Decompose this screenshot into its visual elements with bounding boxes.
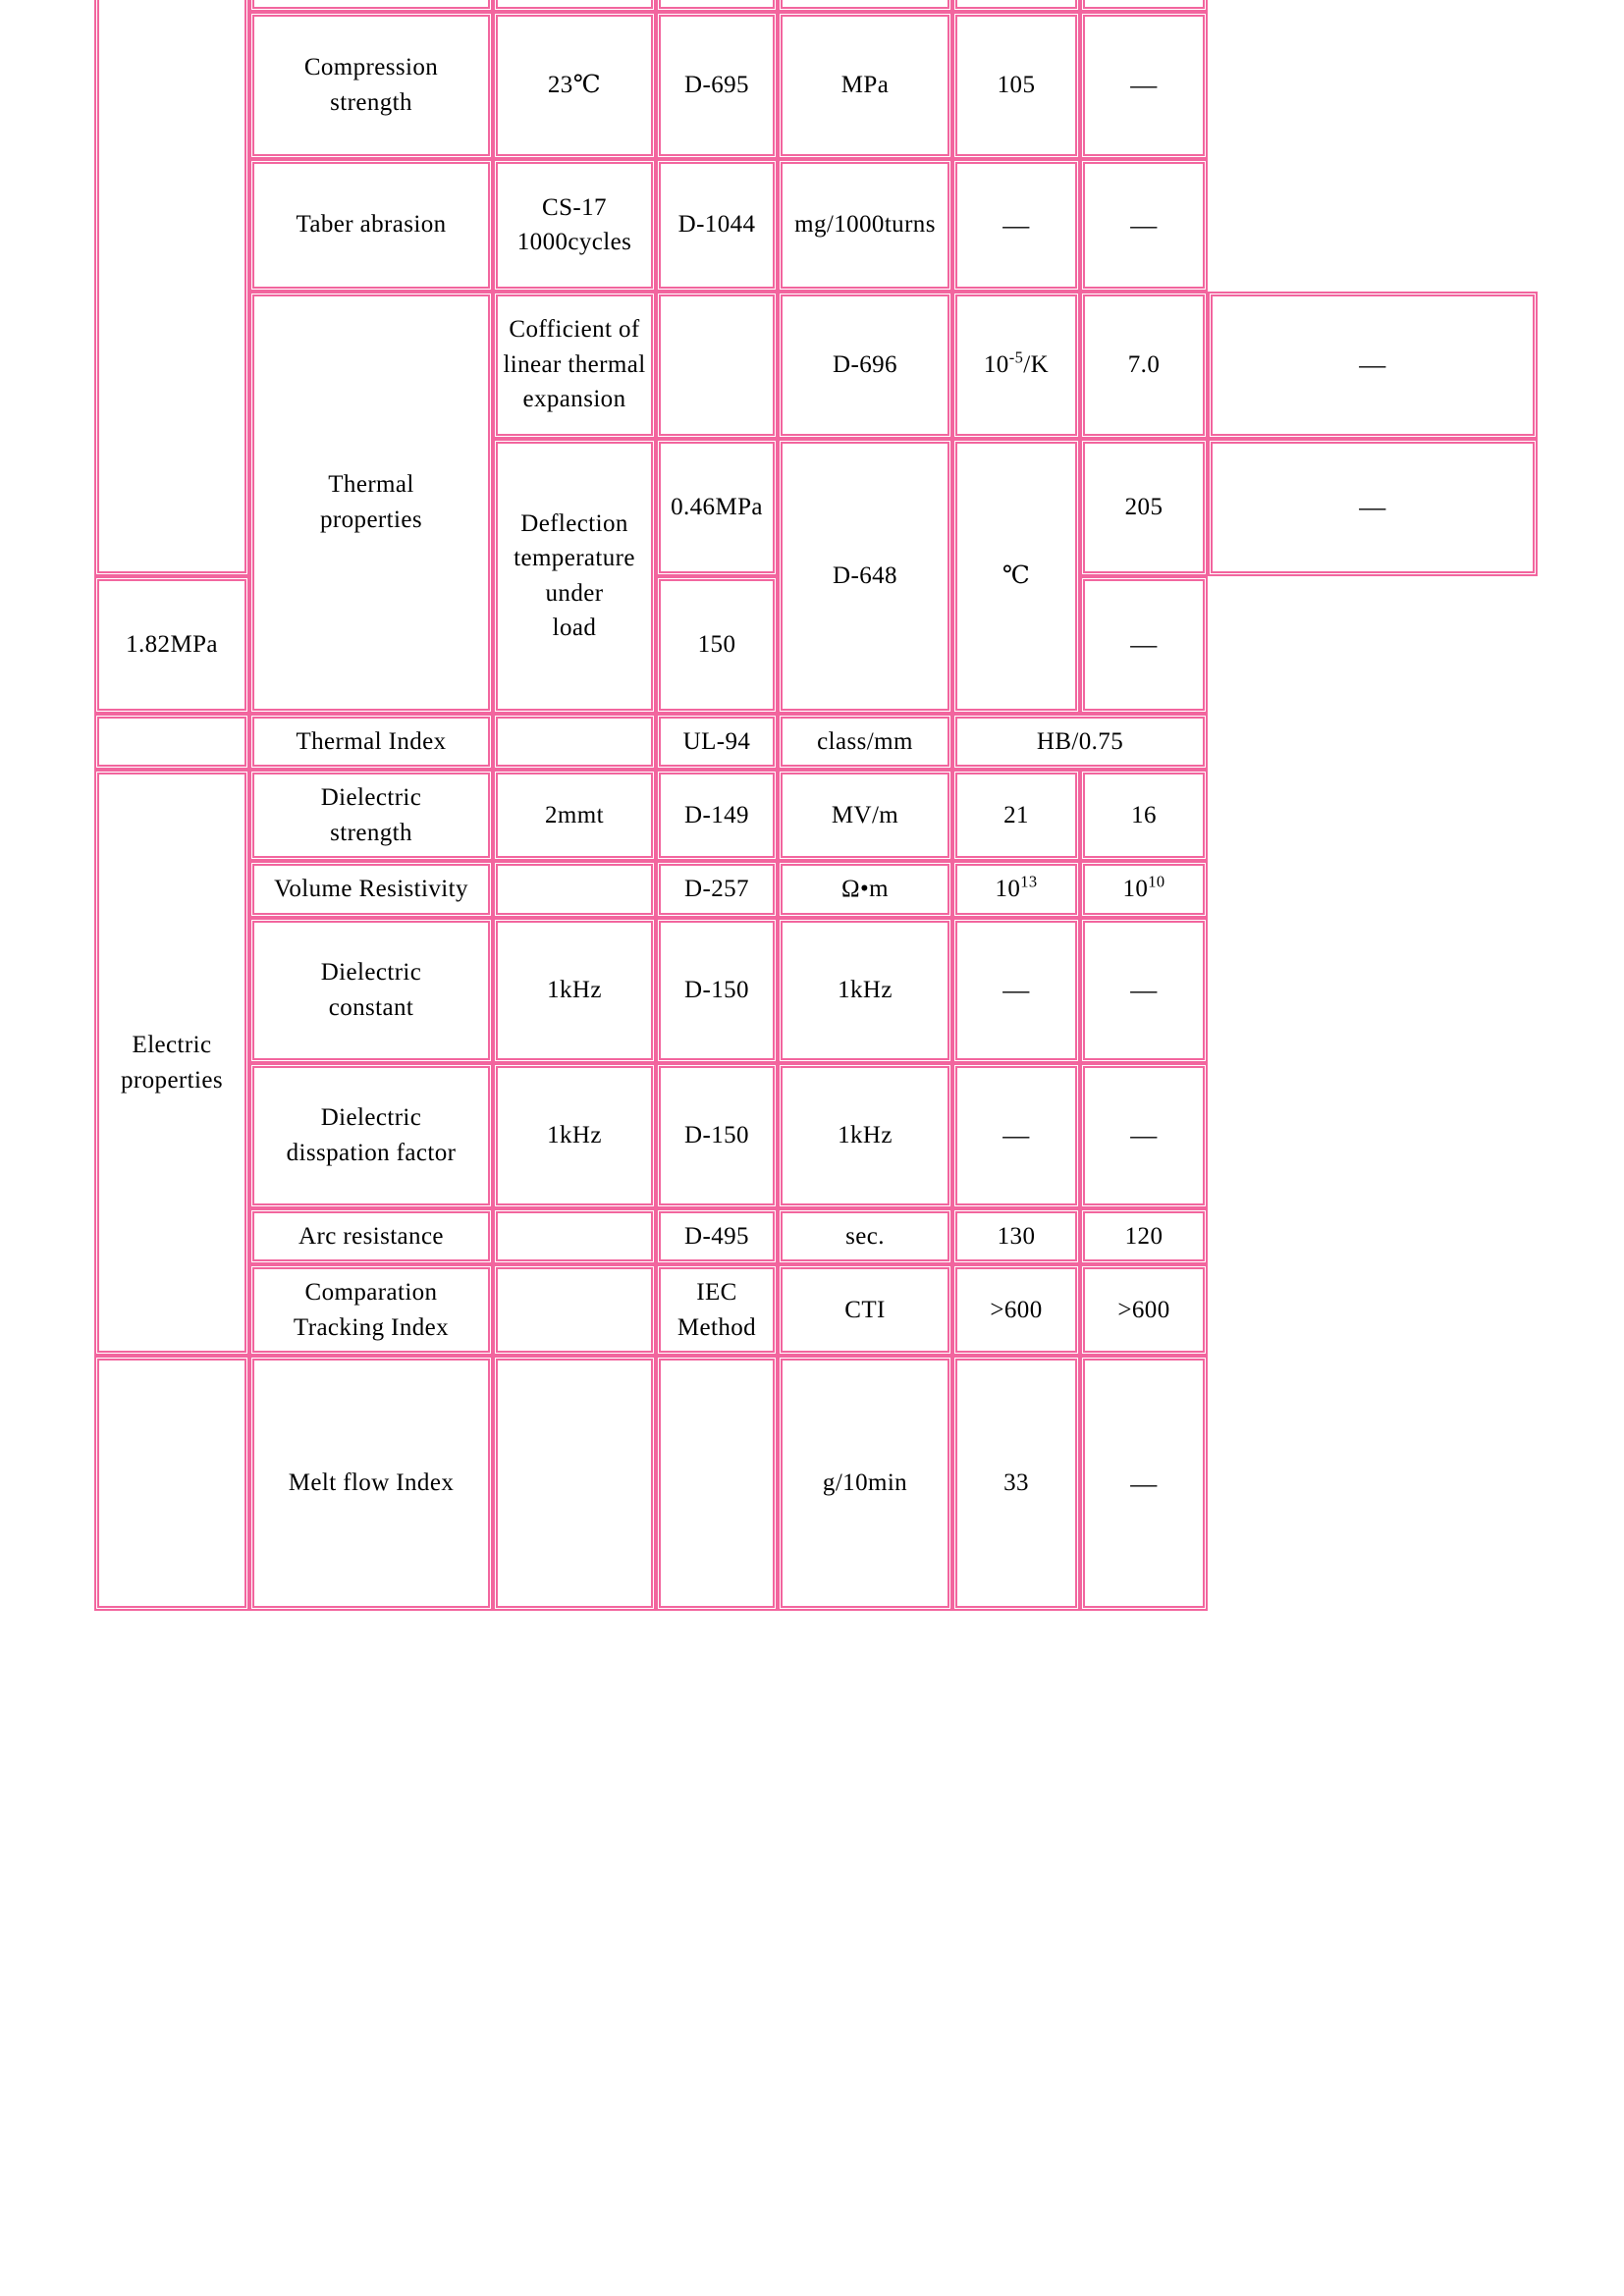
value2-exponent: 10 — [1148, 872, 1165, 891]
category-line1: Thermal — [328, 471, 414, 498]
unit-coefficient-linear-thermal-expansion — [952, 292, 1080, 439]
category-line2: properties — [121, 1066, 223, 1094]
method-dielectric-strength: D-149 — [656, 770, 778, 861]
property-line3: load — [552, 614, 597, 641]
value2-dielectric-constant: — — [1080, 918, 1208, 1063]
table-row — [94, 1063, 1538, 1208]
value1-deflection-182mpa: 150 — [656, 576, 778, 714]
method-comparation-tracking-index — [656, 1264, 778, 1356]
property-line2: strength — [330, 88, 412, 116]
value2-deflection-182mpa: — — [1080, 576, 1208, 714]
method-dielectric-constant: D-150 — [656, 918, 778, 1063]
method-melt-flow-index — [656, 1356, 778, 1611]
property-dielectric-strength — [249, 770, 493, 861]
property-thermal-index: Thermal Index — [249, 714, 493, 771]
condition-line2: 1000cycles — [516, 229, 632, 255]
value1-melt-flow-index: 33 — [952, 1356, 1080, 1611]
material-properties-table — [94, 0, 1538, 1611]
property-line2: constant — [328, 993, 414, 1021]
property-comparation-tracking-index — [249, 1264, 493, 1356]
property-dielectric-constant — [249, 918, 493, 1063]
property-taber-abrasion: Taber abrasion — [249, 159, 493, 292]
condition-thermal-index — [493, 714, 656, 771]
condition-deflection-046mpa: 0.46MPa — [656, 439, 778, 576]
value2-coefficient-linear-thermal-expansion: — — [1208, 292, 1538, 439]
method-line1: IEC — [696, 1279, 737, 1306]
unit-volume-resistivity: Ω•m — [778, 861, 952, 918]
value2-arc-resistance: 120 — [1080, 1208, 1208, 1265]
table-row — [94, 12, 1538, 159]
value1-base: 10 — [995, 876, 1021, 902]
property-line2: linear thermal — [503, 350, 646, 378]
unit-exponent: -5 — [1008, 347, 1024, 367]
table-row — [94, 918, 1538, 1063]
table-row — [94, 770, 1538, 861]
table-row — [94, 1208, 1538, 1265]
condition-dielectric-constant: 1kHz — [493, 918, 656, 1063]
method-deflection-temperature: D-648 — [778, 439, 952, 714]
unit-comparation-tracking-index: CTI — [778, 1264, 952, 1356]
property-line2: temperature under — [514, 545, 635, 607]
condition-compression-strength: 23℃ — [493, 12, 656, 159]
condition-line1: CS-17 — [542, 193, 607, 221]
value1-dielectric-constant: — — [952, 918, 1080, 1063]
unit-taber-abrasion: mg/1000turns — [778, 159, 952, 292]
property-line1: Cofficient of — [509, 316, 640, 344]
property-line1: Dielectric — [320, 959, 422, 986]
value1-arc-resistance: 130 — [952, 1208, 1080, 1265]
property-line1: Dielectric — [320, 784, 422, 811]
property-deflection-temperature-under-load — [493, 439, 656, 714]
category-electric-properties — [94, 770, 249, 1356]
property-line2: Tracking Index — [293, 1313, 450, 1341]
value1-volume-resistivity — [952, 861, 1080, 918]
unit-dielectric-disspation-factor: 1kHz — [778, 1063, 952, 1208]
property-volume-resistivity: Volume Resistivity — [249, 861, 493, 918]
condition-impact-test-bottom — [493, 0, 656, 12]
value1-taber-abrasion: — — [952, 159, 1080, 292]
value2-deflection-046mpa: — — [1208, 439, 1538, 576]
category-line1: Electric — [132, 1032, 212, 1058]
unit-deflection-temperature: ℃ — [952, 439, 1080, 714]
table-clip — [94, 0, 1538, 2289]
property-line1: Compression — [303, 54, 439, 80]
condition-dielectric-strength: 2mmt — [493, 770, 656, 861]
unit-arc-resistance: sec. — [778, 1208, 952, 1265]
condition-melt-flow-index — [493, 1356, 656, 1611]
unit-compression-strength: MPa — [778, 12, 952, 159]
condition-deflection-182mpa: 1.82MPa — [94, 576, 249, 714]
value2-dielectric-disspation-factor: — — [1080, 1063, 1208, 1208]
value-merged-thermal-index: HB/0.75 — [952, 714, 1208, 771]
value2-comparation-tracking-index: >600 — [1080, 1264, 1208, 1356]
method-thermal-index: UL-94 — [656, 714, 778, 771]
value2-base: 10 — [1122, 876, 1149, 902]
unit-tail: /K — [1023, 350, 1050, 378]
unit-impact-test — [778, 0, 952, 12]
property-line2: disspation factor — [286, 1139, 457, 1166]
unit-melt-flow-index: g/10min — [778, 1356, 952, 1611]
value1-deflection-046mpa: 205 — [1080, 439, 1208, 576]
unit-dielectric-constant: 1kHz — [778, 918, 952, 1063]
method-impact-test — [656, 0, 778, 12]
value2-volume-resistivity — [1080, 861, 1208, 918]
table-row — [94, 292, 1538, 439]
property-arc-resistance: Arc resistance — [249, 1208, 493, 1265]
value2-dielectric-strength: 16 — [1080, 770, 1208, 861]
property-compression-strength — [249, 12, 493, 159]
table-row — [94, 1264, 1538, 1356]
property-line3: expansion — [522, 386, 626, 413]
method-arc-resistance: D-495 — [656, 1208, 778, 1265]
table-row — [94, 714, 1538, 771]
method-line2: Method — [677, 1313, 757, 1341]
property-line1: Comparation — [304, 1279, 438, 1306]
property-line2: strength — [330, 819, 412, 846]
value1-comparation-tracking-index: >600 — [952, 1264, 1080, 1356]
unit-base: 10 — [983, 350, 1009, 378]
value2-impact-test-bottom — [1080, 0, 1208, 12]
value1-compression-strength: 105 — [952, 12, 1080, 159]
method-compression-strength: D-695 — [656, 12, 778, 159]
value2-compression-strength: — — [1080, 12, 1208, 159]
table-row — [94, 159, 1538, 292]
category-cell-blank-thermal-index — [94, 714, 249, 771]
value1-dielectric-strength: 21 — [952, 770, 1080, 861]
condition-arc-resistance — [493, 1208, 656, 1265]
method-volume-resistivity: D-257 — [656, 861, 778, 918]
property-line1: Dielectric — [320, 1104, 422, 1131]
property-melt-flow-index: Melt flow Index — [249, 1356, 493, 1611]
method-dielectric-disspation-factor: D-150 — [656, 1063, 778, 1208]
condition-volume-resistivity — [493, 861, 656, 918]
table-row — [94, 1356, 1538, 1611]
category-line2: properties — [320, 506, 422, 533]
condition-dielectric-disspation-factor: 1kHz — [493, 1063, 656, 1208]
category-cell-blank-bottom — [94, 1356, 249, 1611]
condition-taber-abrasion — [493, 159, 656, 292]
property-coefficient-linear-thermal-expansion — [493, 292, 656, 439]
value1-coefficient-linear-thermal-expansion: 7.0 — [1080, 292, 1208, 439]
method-coefficient-linear-thermal-expansion: D-696 — [778, 292, 952, 439]
value2-melt-flow-index: — — [1080, 1356, 1208, 1611]
condition-comparation-tracking-index — [493, 1264, 656, 1356]
condition-coefficient-linear-thermal-expansion — [656, 292, 778, 439]
property-impact-test — [249, 0, 493, 12]
table-row — [94, 861, 1538, 918]
value1-dielectric-disspation-factor: — — [952, 1063, 1080, 1208]
value1-exponent: 13 — [1020, 872, 1038, 891]
property-dielectric-disspation-factor — [249, 1063, 493, 1208]
category-thermal-properties — [249, 292, 493, 714]
value2-taber-abrasion: — — [1080, 159, 1208, 292]
category-cell-blank-top — [94, 0, 249, 576]
property-line1: Deflection — [520, 509, 628, 537]
value1-impact-test-bottom — [952, 0, 1080, 12]
unit-dielectric-strength: MV/m — [778, 770, 952, 861]
unit-thermal-index: class/mm — [778, 714, 952, 771]
method-taber-abrasion: D-1044 — [656, 159, 778, 292]
